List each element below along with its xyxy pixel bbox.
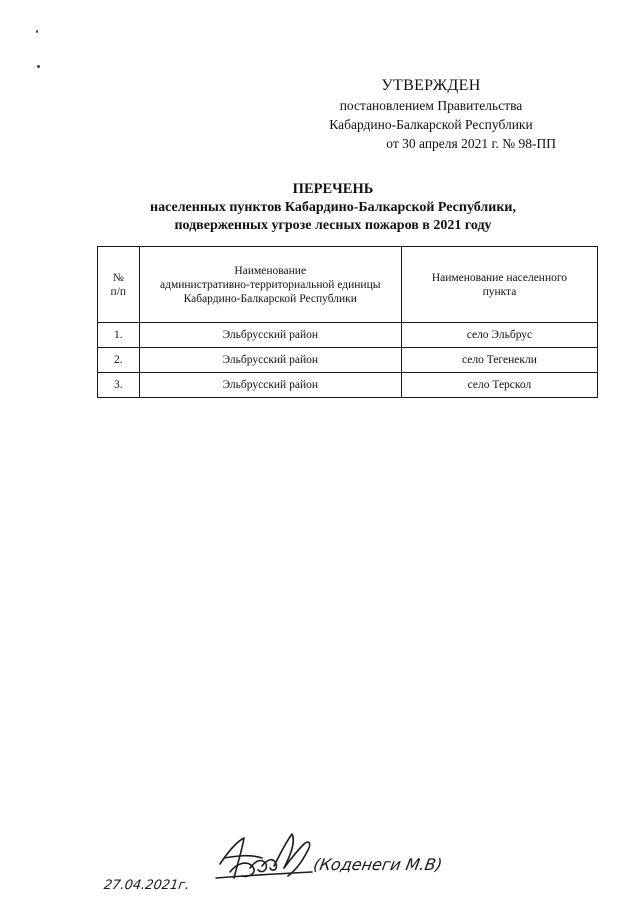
handwritten-signature <box>102 828 452 898</box>
row-settlement: село Терскол <box>401 373 597 398</box>
scan-speck <box>37 65 40 68</box>
row-number: 1. <box>98 323 140 348</box>
document-subtitle-1: населенных пунктов Кабардино-Балкарской Республики, <box>150 200 516 215</box>
table-row <box>98 348 598 373</box>
row-territorial-unit: Эльбрусский район <box>139 323 401 348</box>
table-header-row <box>98 247 598 323</box>
table-row <box>98 323 598 348</box>
signature-area <box>102 828 452 898</box>
approval-line-2: Кабардино-Балкарской Республики <box>329 117 533 132</box>
row-territorial-unit: Эльбрусский район <box>139 373 401 398</box>
header-number-line-2: п/п <box>110 285 127 298</box>
row-settlement: село Тегенекли <box>401 348 597 373</box>
row-number: 3. <box>98 373 140 398</box>
header-unit-line-2: административно-территориальной единицы <box>160 278 381 291</box>
scan-speck <box>36 30 38 33</box>
approval-heading: УТВЕРЖДЕН <box>381 77 481 94</box>
signature-scribble <box>216 834 312 878</box>
row-number: 2. <box>98 348 140 373</box>
handwritten-name: (Коденеги М.В) <box>311 855 444 874</box>
header-settlement-line-2: пункта <box>482 285 517 298</box>
handwritten-date: 27.04.2021г. <box>102 878 191 893</box>
header-unit-line-1: Наименование <box>234 264 307 277</box>
header-number-line-1: № <box>112 271 124 284</box>
row-territorial-unit: Эльбрусский район <box>139 348 401 373</box>
header-territorial-unit <box>139 247 401 323</box>
approval-stamp <box>300 76 562 153</box>
table-row <box>98 373 598 398</box>
settlements-table <box>97 246 598 398</box>
header-number <box>98 247 140 323</box>
document-title: ПЕРЕЧЕНЬ <box>292 181 374 197</box>
approval-line-3: от 30 апреля 2021 г. № 98-ПП <box>386 136 556 151</box>
document-title-block <box>96 180 570 235</box>
approval-line-1: постановлением Правительства <box>339 98 523 113</box>
header-settlement-line-1: Наименование населенного <box>431 271 568 284</box>
row-settlement: село Эльбрус <box>401 323 597 348</box>
header-unit-line-3: Кабардино-Балкарской Республики <box>183 292 357 305</box>
header-settlement <box>401 247 597 323</box>
document-subtitle-2: подверженных угрозе лесных пожаров в 2021 году <box>174 218 492 233</box>
